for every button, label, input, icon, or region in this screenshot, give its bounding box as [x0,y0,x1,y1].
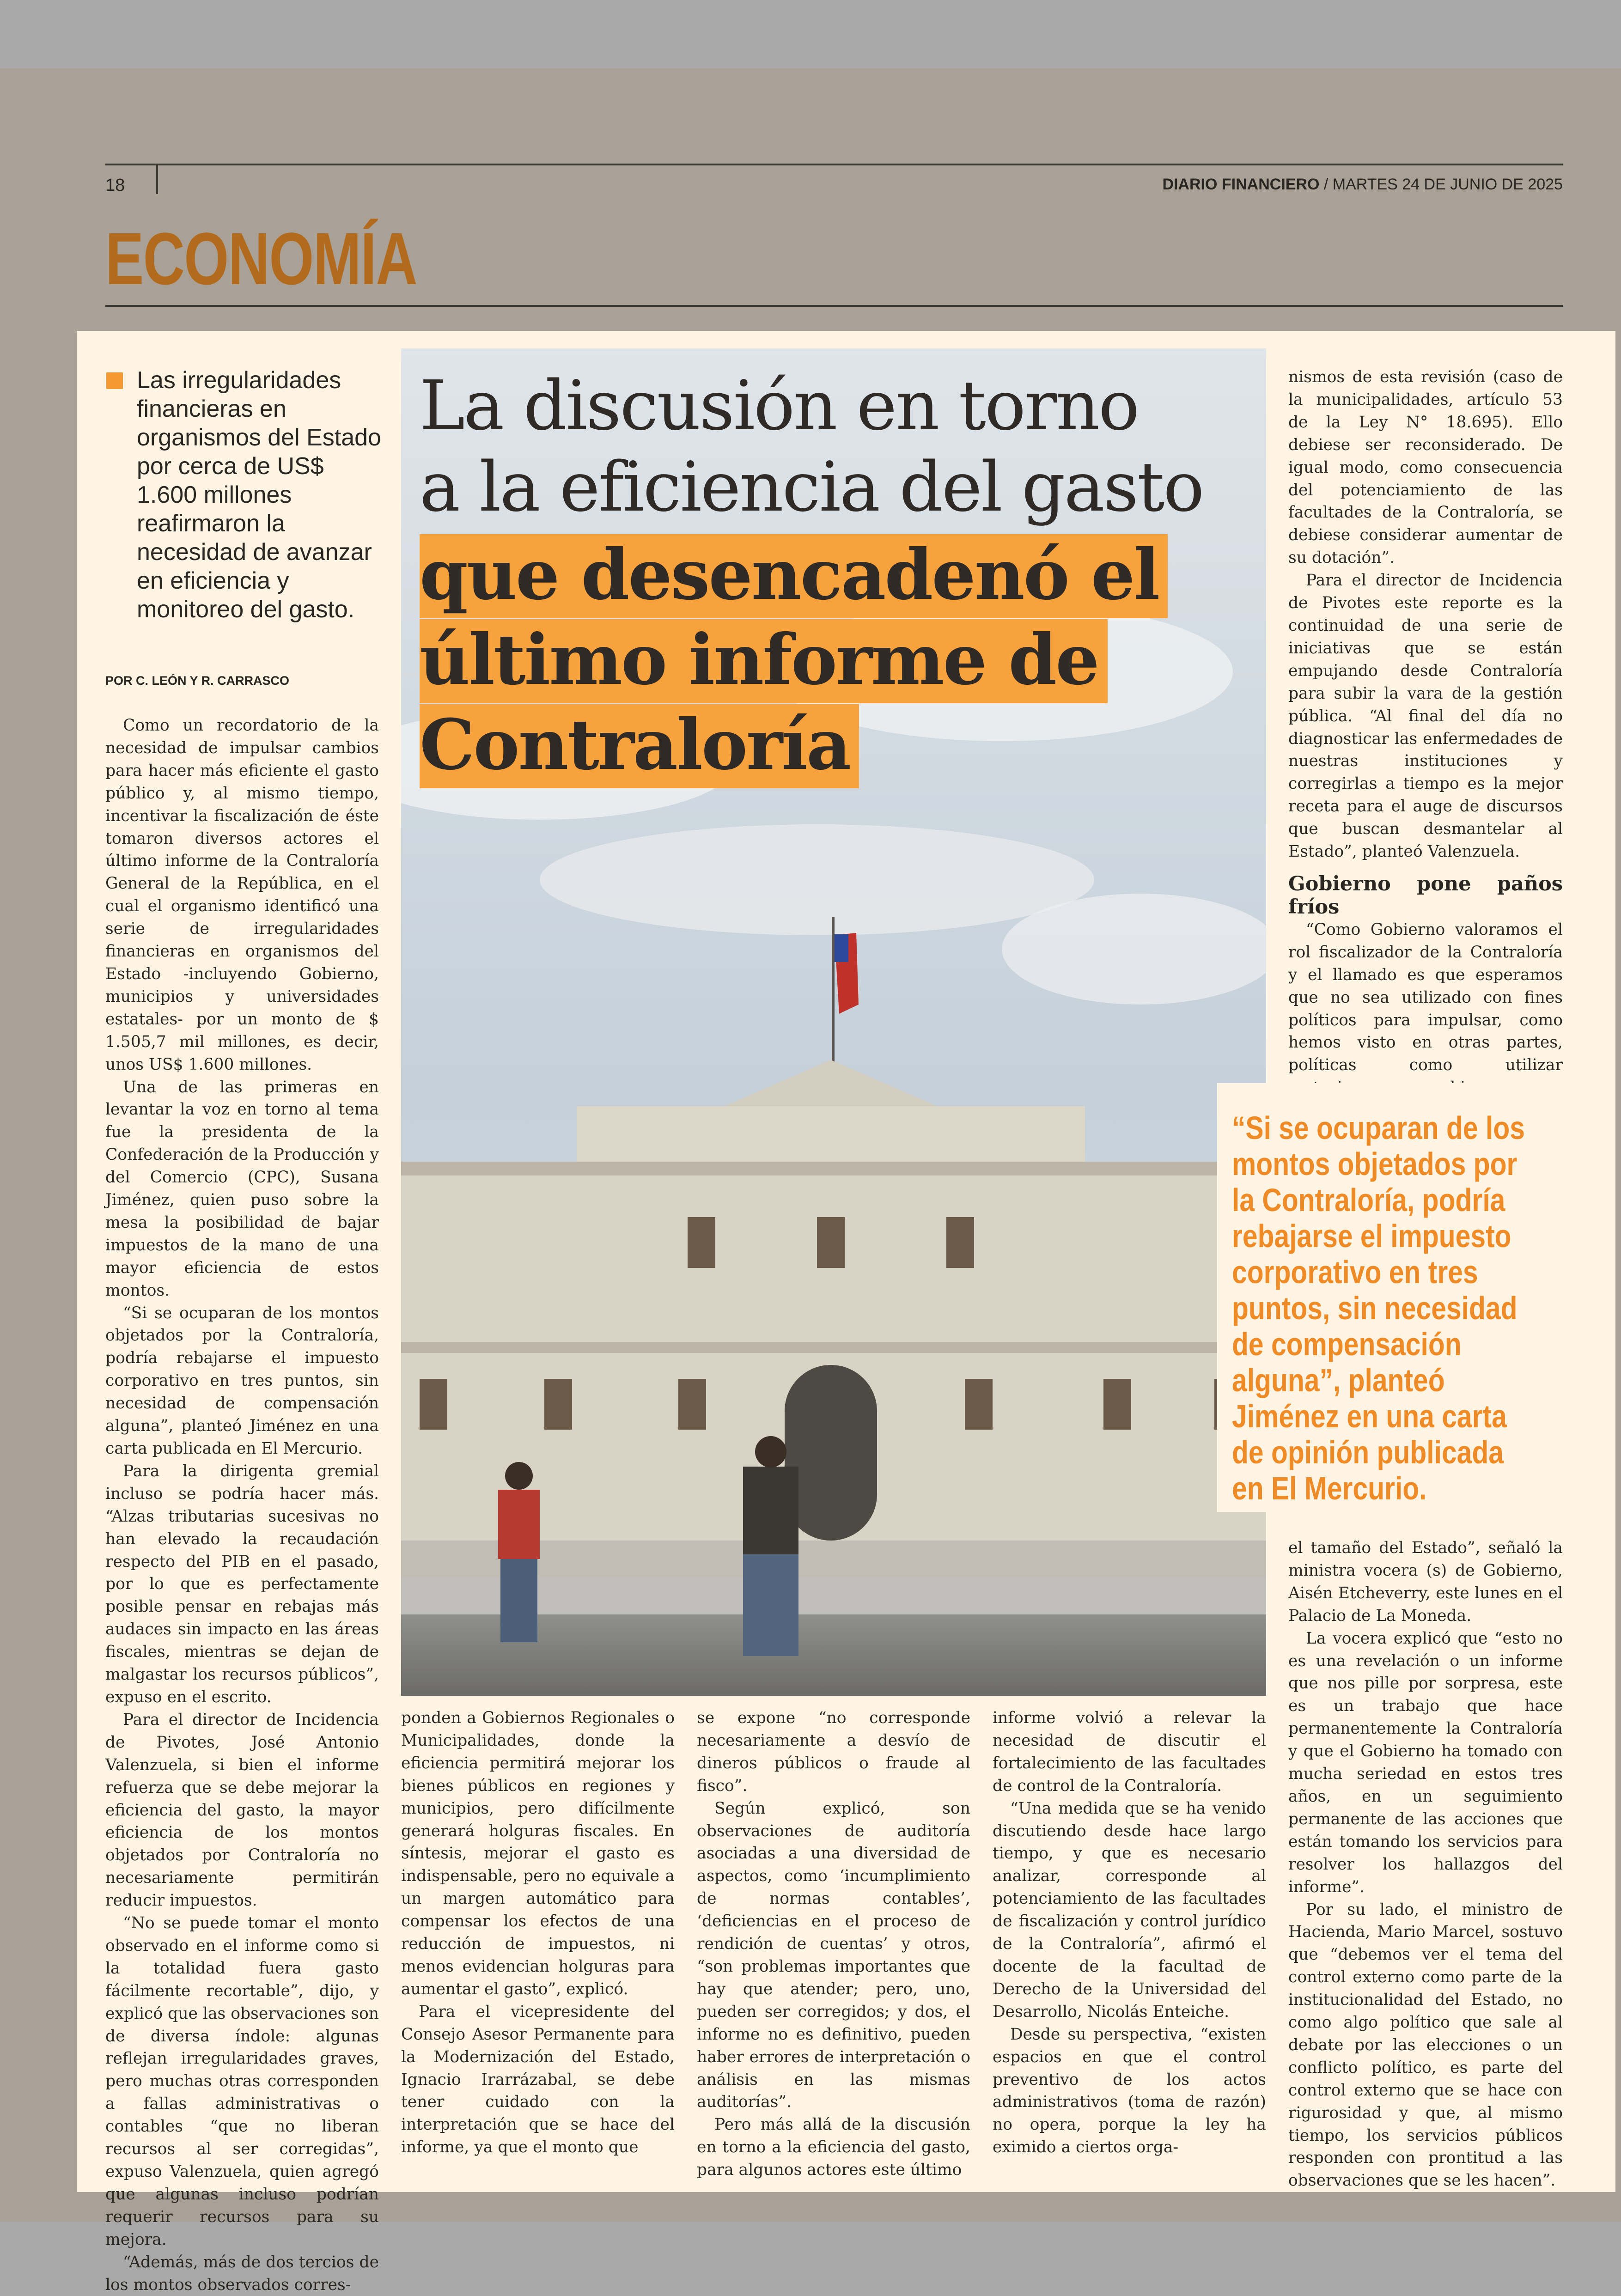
paragraph: “Una medida que se ha venido discutiendo desde hace largo tiempo, y que es necesario analizar, corresponde al potenciamiento de las facultades de fiscalización y control jurídico de la Contraloría”, afirmó el docente de la facultad de Derecho de la Universidad del Desarrollo, Nicolás Enteiche. [993,1799,1266,2021]
paragraph: “No se puede tomar el monto observado en el informe como si la totalidad fuera gasto fácilmente recortable”, dijo, y explicó que las observaciones son de diversa índole: algunas reflejan irregularidades graves, pero muchas otras corresponden a fallas administrativas o contables “que no liberan recursos al ser corregidas”, expuso Valenzuela, quien agregó que algunas incluso podrían requerir recursos para su mejora. [105,1914,379,2249]
column-2 [401,1707,675,2159]
paragraph: se expone “no corresponde necesariamente a desvío de dineros públicos o fraude al fisco”. [697,1709,970,1795]
section-title: ECONOMÍA [105,217,417,300]
paragraph: “Si se ocuparan de los montos objetados por la Contraloría, podría rebajarse el impuesto corporativo en tres puntos, sin necesidad de compensación alguna”, planteó Jiménez en una carta publicada en El Mercurio. [105,1303,379,1458]
pull-quote: “Si se ocuparan de los montos objetados por la Contraloría, podría rebajarse el impuesto corporativo en tres puntos, sin necesidad de compensación alguna”, planteó Jiménez en una carta de opinión publicada en El Mercurio. [1232,1110,1525,1506]
headline-highlight-1: que desencadenó el [420,532,1251,617]
headline-highlight-2: último informe de [420,617,1251,702]
subhead: Gobierno pone paños fríos [1288,872,1563,919]
paragraph: Desde su perspectiva, “existen espacios en que el control preventivo de los actos administrativos (toma de razón) no opera, porque la ley ha eximido a ciertos orga- [993,2025,1266,2157]
column-5-top [1288,366,1563,1099]
publication-name: DIARIO FINANCIERO [1162,176,1320,193]
paragraph: “Además, más de dos tercios de los montos observados corres- [105,2253,379,2294]
paragraph: Por su lado, el ministro de Hacienda, Mario Marcel, sostuvo que “debemos ver el tema del control externo como parte de la institucionalidad del Estado, no como algo político que sale al debate por las elecciones o un conflicto político, es parte del control externo que se hace con rigurosidad y que, al mismo tiempo, los servicios públicos responden con prontitud a las observaciones que se les hacen”. [1288,1900,1563,2190]
paragraph: La vocera explicó que “esto no es una revelación o un informe que nos pille por sorpresa, este es un trabajo que hace permanentemente la Contraloría y que el Gobierno ha tomado con mucha seriedad en estos tres años, en un seguimiento permanente de las acciones que están tomando los servicios para resolver los hallazgos del informe”. [1288,1629,1563,1896]
masthead [1162,176,1563,194]
paragraph: el tamaño del Estado”, señaló la ministra vocera (s) de Gobierno, Aisén Etcheverry, este lunes en el Palacio de La Moneda. [1288,1539,1563,1625]
paragraph: Pero más allá de la discusión en torno a la eficiencia del gasto, para algunos actores este último [697,2115,970,2180]
paragraph: “Como Gobierno valoramos el rol fiscalizador de la Contraloría y el llamado es que esperamos que no sea utilizado con fines políticos para impulsar, como hemos visto en otras partes, políticas como utilizar [1288,920,1563,1075]
headline-line-2: a la eficiencia del gasto [420,447,1203,527]
column-1 [105,714,379,2296]
headline [420,365,1251,787]
header-top-rule [105,164,1563,165]
paragraph: ponden a Gobiernos Regionales o Municipalidades, donde la eficiencia permitirá mejorar los bienes públicos en regiones y municipios, pero difícilmente generará holguras fiscales. En síntesis, mejorar el gasto es indispensable, pero no equivale a un margen automático para compensar los efectos de una reducción de impuestos, ni menos evidencian holguras para aumentar el gasto”, explicó. [401,1709,675,1998]
paragraph: nismos de esta revisión (caso de la municipalidades, artículo 53 de la Ley N° 18.695). Ello debiese ser reconsiderado. De igual modo, como consecuencia del potenciamiento de las facultades de la Contraloría, se debiese considerar aumentar de su dotación”. [1288,368,1563,567]
byline: POR C. LEÓN Y R. CARRASCO [105,674,290,688]
column-4 [993,1707,1266,2159]
paragraph: Según explicó, son observaciones de auditoría asociadas a una diversidad de aspectos, como ‘incumplimiento de normas contables’, ‘deficiencias en el proceso de rendición de cuentas’ y otros, “son problemas importantes que hay que atender; pero, uno, pueden ser corregidos; y dos, el informe no es definitivo, pueden haber errores de interpretación o análisis en las mismas auditorías”. [697,1799,970,2112]
paragraph: Como un recordatorio de la necesidad de impulsar cambios para hacer más eficiente el gasto público y, al mismo tiempo, incentivar la fiscalización de éste tomaron diversos actores el último informe de la Contraloría General de la República, en el cual el organismo identificó una serie de irregularidades financieras en organismos del Estado -incluyendo Gobierno, municipios y universidades estatales- por un monto de $ 1.505,7 mil millones, es decir, unos US$ 1.600 millones. [105,716,379,1074]
paragraph: Para la dirigenta gremial incluso se podría hacer más. “Alzas tributarias sucesivas no han elevado la recaudación respecto del PIB en el pasado, por lo que es perfectamente posible pensar en rebajas más audaces sin impacto en las áreas fiscales, mientras se dejan de malgastar los recursos públicos”, expuso en el escrito. [105,1462,379,1706]
headline-line-1: La discusión en torno [420,366,1139,445]
lead-text: Las irregularidades financieras en organismos del Estado por cerca de US$ 1.600 millones reafirmaron la necesidad de avanzar en eficiencia y monitoreo del gasto. [137,367,381,623]
paragraph: Para el director de Incidencia de Pivotes este reporte es la continuidad de una serie de iniciativas que se están empujando desde Contraloría para subir la vara de la gestión pública. “Al final del día no diagnosticar las enfermedades de nuestras instituciones y corregirlas a tiempo es la mejor receta para el auge de discursos que buscan desmantelar al Estado”, planteó Valenzuela. [1288,571,1563,861]
publication-date: / MARTES 24 DE JUNIO DE 2025 [1319,176,1563,193]
page-number: 18 [105,176,125,195]
column-5-bottom [1288,1537,1563,2192]
section-rule [105,305,1563,307]
paragraph: Una de las primeras en levantar la voz en torno al tema fue la presidenta de la Confederación de la Producción y del Comercio (CPC), Susana Jiménez, quien puso sobre la mesa la posibilidad de bajar impuestos de la mano de una mayor eficiencia de estos montos. [105,1078,379,1300]
paragraph: informe volvió a relevar la necesidad de discutir el fortalecimiento de las facultades de control de la Contraloría. [993,1709,1266,1795]
bullet-square-icon [106,372,123,389]
paragraph: Para el vicepresidente del Consejo Asesor Permanente para la Modernización del Estado, Ignacio Irarrázabal, se debe tener cuidado con la interpretación que se hace del informe, ya que el monto que [401,2002,675,2157]
column-3 [697,1707,970,2181]
page-number-separator [156,164,158,194]
paragraph: Para el director de Incidencia de Pivotes, José Antonio Valenzuela, si bien el informe refuerza que se debe mejorar la eficiencia del gasto, la mayor eficiencia de los montos objetados por Contraloría no necesariamente permitirán reducir impuestos. [105,1710,379,1910]
headline-highlight-3: Contraloría [420,702,1251,787]
lead-summary [106,366,388,624]
